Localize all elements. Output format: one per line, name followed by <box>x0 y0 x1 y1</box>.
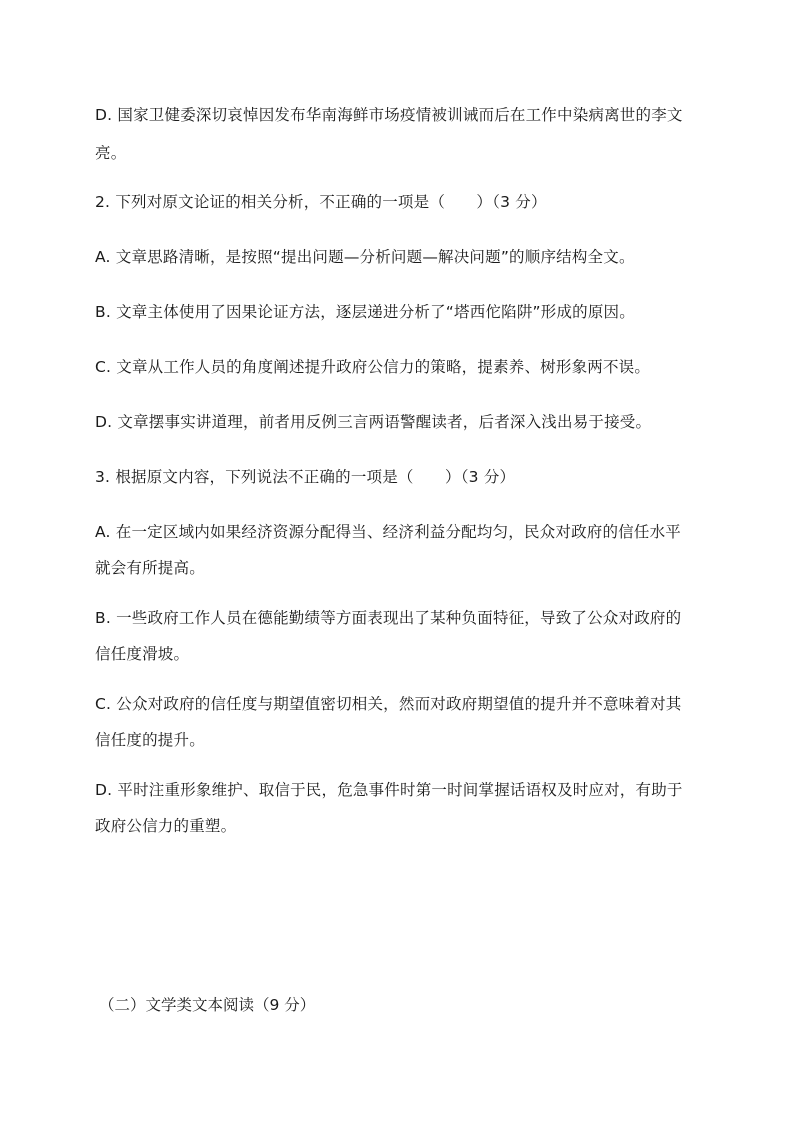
q3-option-d-line1: D. 平时注重形象维护、取信于民，危急事件时第一时间掌握话语权及时应对，有助于 <box>95 781 683 799</box>
q3-option-a-line2: 就会有所提高。 <box>95 559 205 577</box>
q3-option-b-line1: B. 一些政府工作人员在德能勤绩等方面表现出了某种负面特征，导致了公众对政府的 <box>95 609 682 627</box>
section-heading: （二）文学类文本阅读（9 分） <box>99 996 316 1014</box>
q2-option-c: C. 文章从工作人员的角度阐述提升政府公信力的策略，提素养、树形象两不误。 <box>95 358 651 376</box>
q1-option-d-line2: 亮。 <box>95 144 127 162</box>
q3-option-a-line1: A. 在一定区域内如果经济资源分配得当、经济利益分配均匀，民众对政府的信任水平 <box>95 523 681 541</box>
q2-stem: 2. 下列对原文论证的相关分析，不正确的一项是（ ）（3 分） <box>95 193 547 211</box>
q2-option-d: D. 文章摆事实讲道理，前者用反例三言两语警醒读者，后者深入浅出易于接受。 <box>95 413 652 431</box>
q3-stem: 3. 根据原文内容，下列说法不正确的一项是（ ）（3 分） <box>95 468 516 486</box>
q1-option-d-line1: D. 国家卫健委深切哀悼因发布华南海鲜市场疫情被训诫而后在工作中染病离世的李文 <box>95 106 683 124</box>
q3-option-d-line2: 政府公信力的重塑。 <box>95 817 237 835</box>
q3-option-b-line2: 信任度滑坡。 <box>95 645 190 663</box>
q2-option-a: A. 文章思路清晰，是按照“提出问题—分析问题—解决问题”的顺序结构全文。 <box>95 248 635 266</box>
q3-option-c-line1: C. 公众对政府的信任度与期望值密切相关，然而对政府期望值的提升并不意味着对其 <box>95 695 682 713</box>
q3-option-c-line2: 信任度的提升。 <box>95 731 205 749</box>
q2-option-b: B. 文章主体使用了因果论证方法，逐层递进分析了“塔西佗陷阱”形成的原因。 <box>95 303 635 321</box>
